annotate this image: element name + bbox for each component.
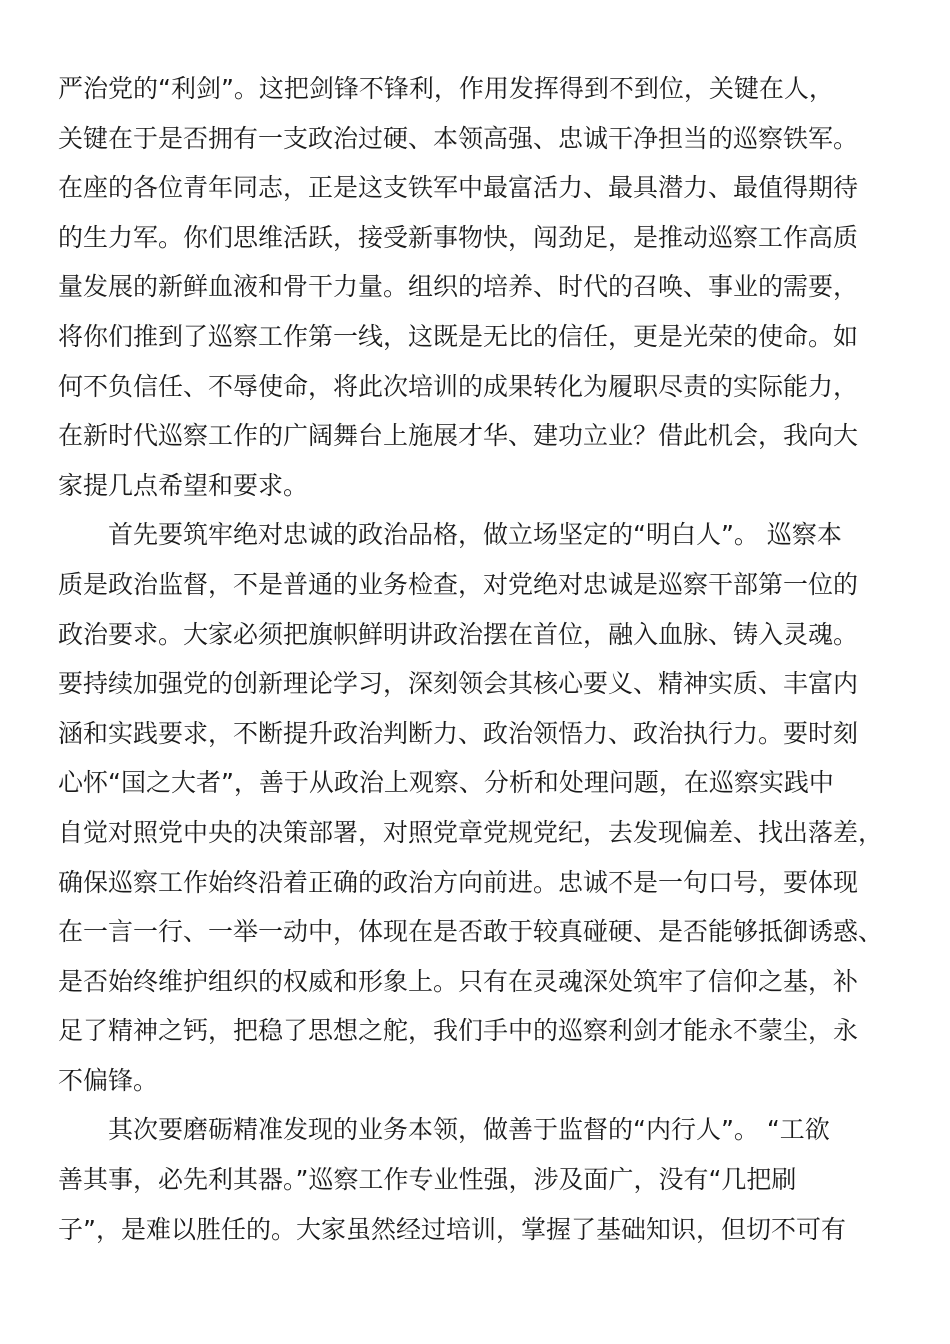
text-line: 是否始终维护组织的权威和形象上。只有在灵魂深处筑牢了信仰之基，补 (58, 966, 859, 996)
text-line: 善其事，必先利其器。”巡察工作专业性强，涉及面广，没有“几把刷 (58, 1165, 797, 1195)
text-line: 关键在于是否拥有一支政治过硬、本领高强、忠诚干净担当的巡察铁军。 (58, 123, 859, 153)
text-line: 家提几点希望和要求。 (58, 470, 309, 500)
text-line: 足了精神之钙，把稳了思想之舵，我们手中的巡察利剑才能永不蒙尘，永 (58, 1016, 859, 1046)
text-line: 要持续加强党的创新理论学习，深刻领会其核心要义、精神实质、丰富内 (58, 669, 859, 699)
text-line: 的生力军。你们思维活跃，接受新事物快，闯劲足，是推动巡察工作高质 (58, 222, 859, 252)
text-line: 子”，是难以胜任的。大家虽然经过培训，掌握了基础知识，但切不可有 (58, 1214, 846, 1244)
text-line: 将你们推到了巡察工作第一线，这既是无比的信任，更是光荣的使命。如 (58, 321, 859, 351)
text-line: 确保巡察工作始终沿着正确的政治方向前进。忠诚不是一句口号，要体现 (58, 867, 859, 897)
document-body (58, 64, 898, 1254)
text-line: 不偏锋。 (58, 1065, 159, 1095)
paragraph-first-line: 其次要磨砺精准发现的业务本领，做善于监督的“内行人”。 “工欲 (108, 1115, 830, 1145)
text-line: 何不负信任、不辱使命，将此次培训的成果转化为履职尽责的实际能力， (58, 371, 859, 401)
text-line: 在座的各位青年同志，正是这支铁军中最富活力、最具潜力、最值得期待 (58, 173, 859, 203)
text-line: 严治党的“利剑”。这把剑锋不锋利，作用发挥得到不到位，关键在人， (58, 74, 834, 103)
text-line: 质是政治监督，不是普通的业务检查，对党绝对忠诚是巡察干部第一位的 (58, 569, 859, 599)
text-line: 政治要求。大家必须把旗帜鲜明讲政治摆在首位，融入血脉、铸入灵魂。 (58, 619, 859, 649)
text-line: 在新时代巡察工作的广阔舞台上施展才华、建功立业？借此机会，我向大 (58, 421, 859, 451)
text-line: 在一言一行、一举一动中，体现在是否敢于较真碰硬、是否能够抵御诱惑、 (58, 917, 884, 947)
paragraph-first-line: 首先要筑牢绝对忠诚的政治品格，做立场坚定的“明白人”。 巡察本 (108, 520, 842, 550)
text-line: 量发展的新鲜血液和骨干力量。组织的培养、时代的召唤、事业的需要， (58, 272, 859, 302)
text-line: 自觉对照党中央的决策部署，对照党章党规党纪，去发现偏差、找出落差， (58, 817, 884, 847)
text-line: 涵和实践要求，不断提升政治判断力、政治领悟力、政治执行力。要时刻 (58, 718, 859, 748)
text-line: 心怀“国之大者”，善于从政治上观察、分析和处理问题，在巡察实践中 (58, 768, 834, 798)
